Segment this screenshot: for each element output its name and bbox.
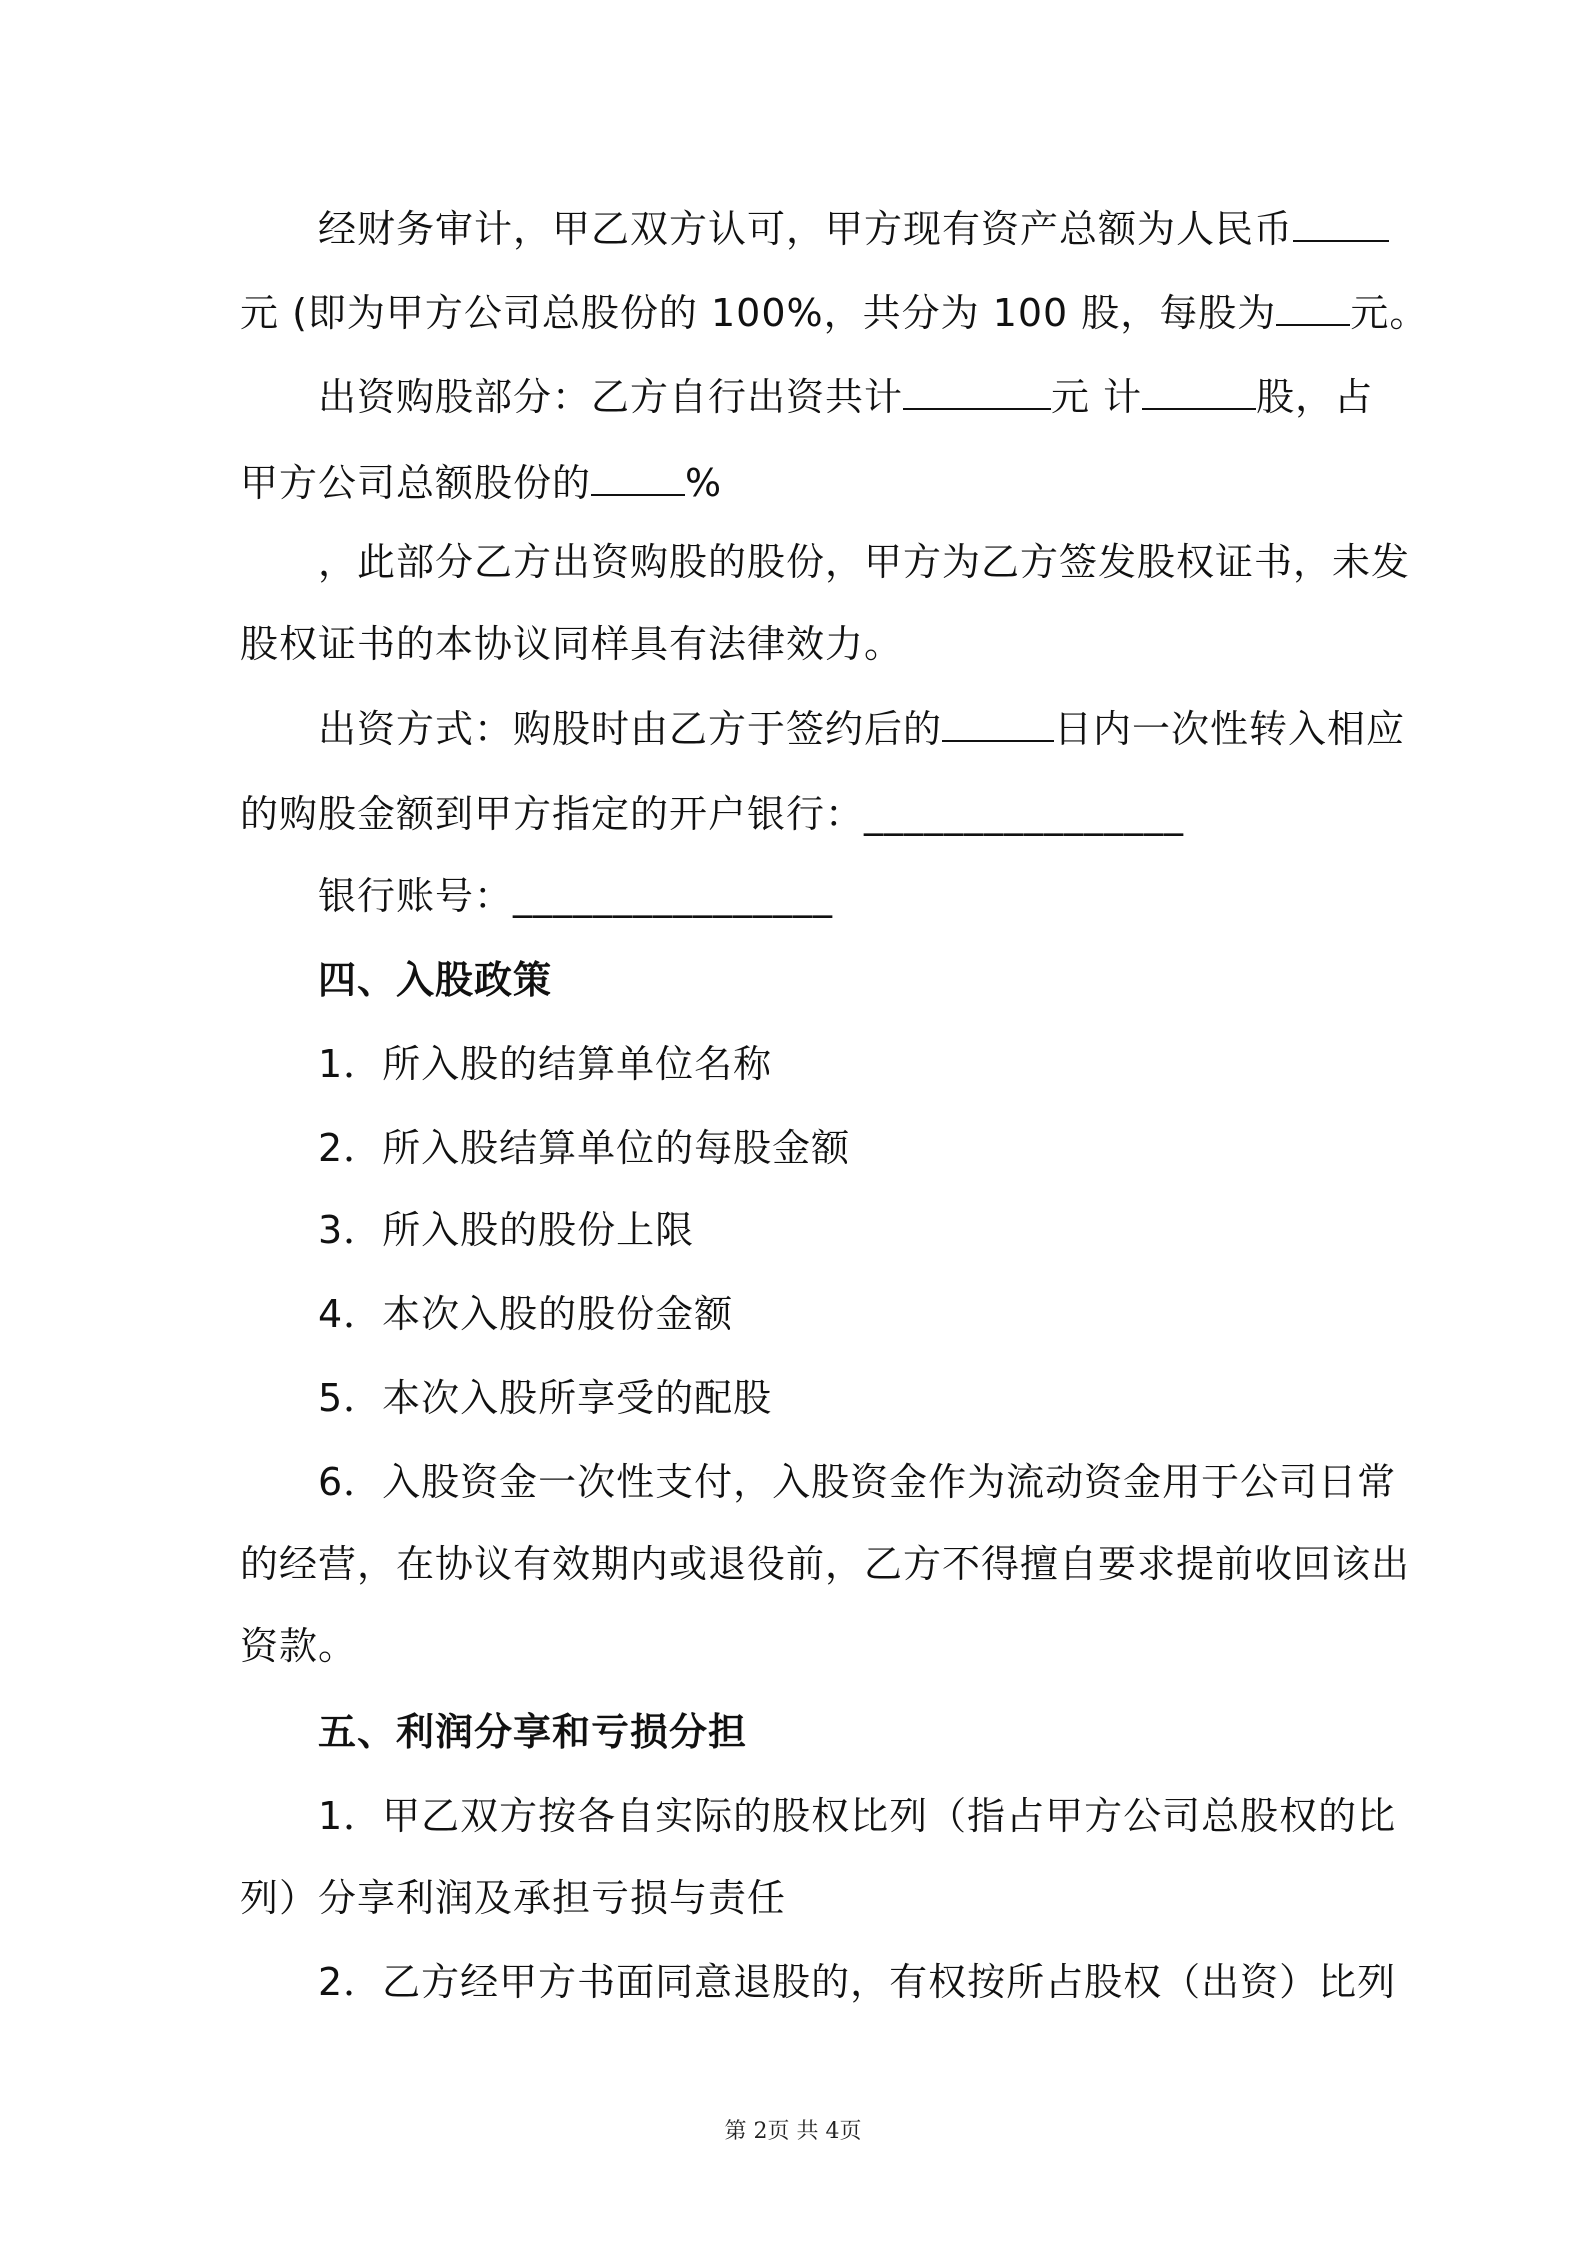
text-line	[318, 704, 1405, 753]
text: 日内一次性转入相应	[1054, 707, 1406, 751]
text: 3．所入股的股份上限	[318, 1208, 695, 1252]
text-line	[240, 1874, 786, 1922]
fill-blank	[1293, 204, 1389, 242]
fill-blank	[1276, 288, 1350, 326]
page-number: 第 2页 共 4页	[724, 2119, 862, 2144]
page-footer	[0, 2117, 1586, 2147]
text: %	[685, 461, 723, 505]
text: 出资购股部分：乙方自行出资共计	[318, 375, 904, 419]
text: 甲方公司总额股份的	[240, 461, 592, 505]
text: 元 计	[1051, 375, 1143, 419]
list-item	[318, 1958, 1396, 2006]
text-line	[240, 1622, 357, 1670]
text-line	[318, 872, 833, 920]
text: 1．所入股的结算单位名称	[318, 1042, 773, 1086]
fill-blank	[1142, 372, 1256, 410]
fill-blank	[942, 704, 1054, 742]
text: 6．入股资金一次性支付，入股资金作为流动资金用于公司日常	[318, 1460, 1397, 1504]
list-item	[318, 1206, 694, 1254]
fill-blank	[903, 372, 1051, 410]
text: 银行账号：________________	[318, 874, 834, 918]
text: 5．本次入股所享受的配股	[318, 1376, 773, 1420]
text: 的购股金额到甲方指定的开户银行：________________	[240, 792, 1185, 836]
text: 股，占	[1256, 375, 1374, 419]
list-item	[318, 1458, 1396, 1506]
text: 元 (即为甲方公司总股份的 100%，共分为 100 股，每股为	[240, 291, 1277, 335]
heading-text: 四、入股政策	[318, 958, 553, 1002]
text-line	[240, 790, 1184, 838]
text: 股权证书的本协议同样具有法律效力。	[240, 622, 904, 666]
text-line	[240, 288, 1428, 337]
text: 2．所入股结算单位的每股金额	[318, 1126, 851, 1170]
fill-blank	[591, 458, 685, 496]
text: 4．本次入股的股份金额	[318, 1292, 734, 1336]
text: 的经营，在协议有效期内或退役前，乙方不得擅自要求提前收回该出	[240, 1542, 1411, 1586]
text-line	[240, 1540, 1410, 1588]
list-item	[318, 1124, 850, 1172]
text: 元。	[1350, 291, 1429, 335]
section-heading	[318, 956, 552, 1004]
list-item	[318, 1374, 772, 1422]
text-line	[240, 458, 722, 507]
text: 经财务审计，甲乙双方认可，甲方现有资产总额为人民币	[318, 207, 1294, 251]
text: 1．甲乙双方按各自实际的股权比列（指占甲方公司总股权的比	[318, 1794, 1397, 1838]
list-item	[318, 1792, 1396, 1840]
text-line	[240, 620, 903, 668]
text: 资款。	[240, 1624, 358, 1668]
list-item	[318, 1290, 733, 1338]
text: 列）分享利润及承担亏损与责任	[240, 1876, 787, 1920]
text: 2．乙方经甲方书面同意退股的，有权按所占股权（出资）比列	[318, 1960, 1397, 2004]
text-line	[318, 372, 1373, 421]
text-line	[318, 538, 1410, 586]
heading-text: 五、利润分享和亏损分担	[318, 1710, 748, 1754]
list-item	[318, 1040, 772, 1088]
text: ，此部分乙方出资购股的股份，甲方为乙方签发股权证书，未发	[318, 540, 1411, 584]
section-heading	[318, 1708, 747, 1756]
text: 出资方式：购股时由乙方于签约后的	[318, 707, 943, 751]
text-line	[318, 204, 1389, 253]
